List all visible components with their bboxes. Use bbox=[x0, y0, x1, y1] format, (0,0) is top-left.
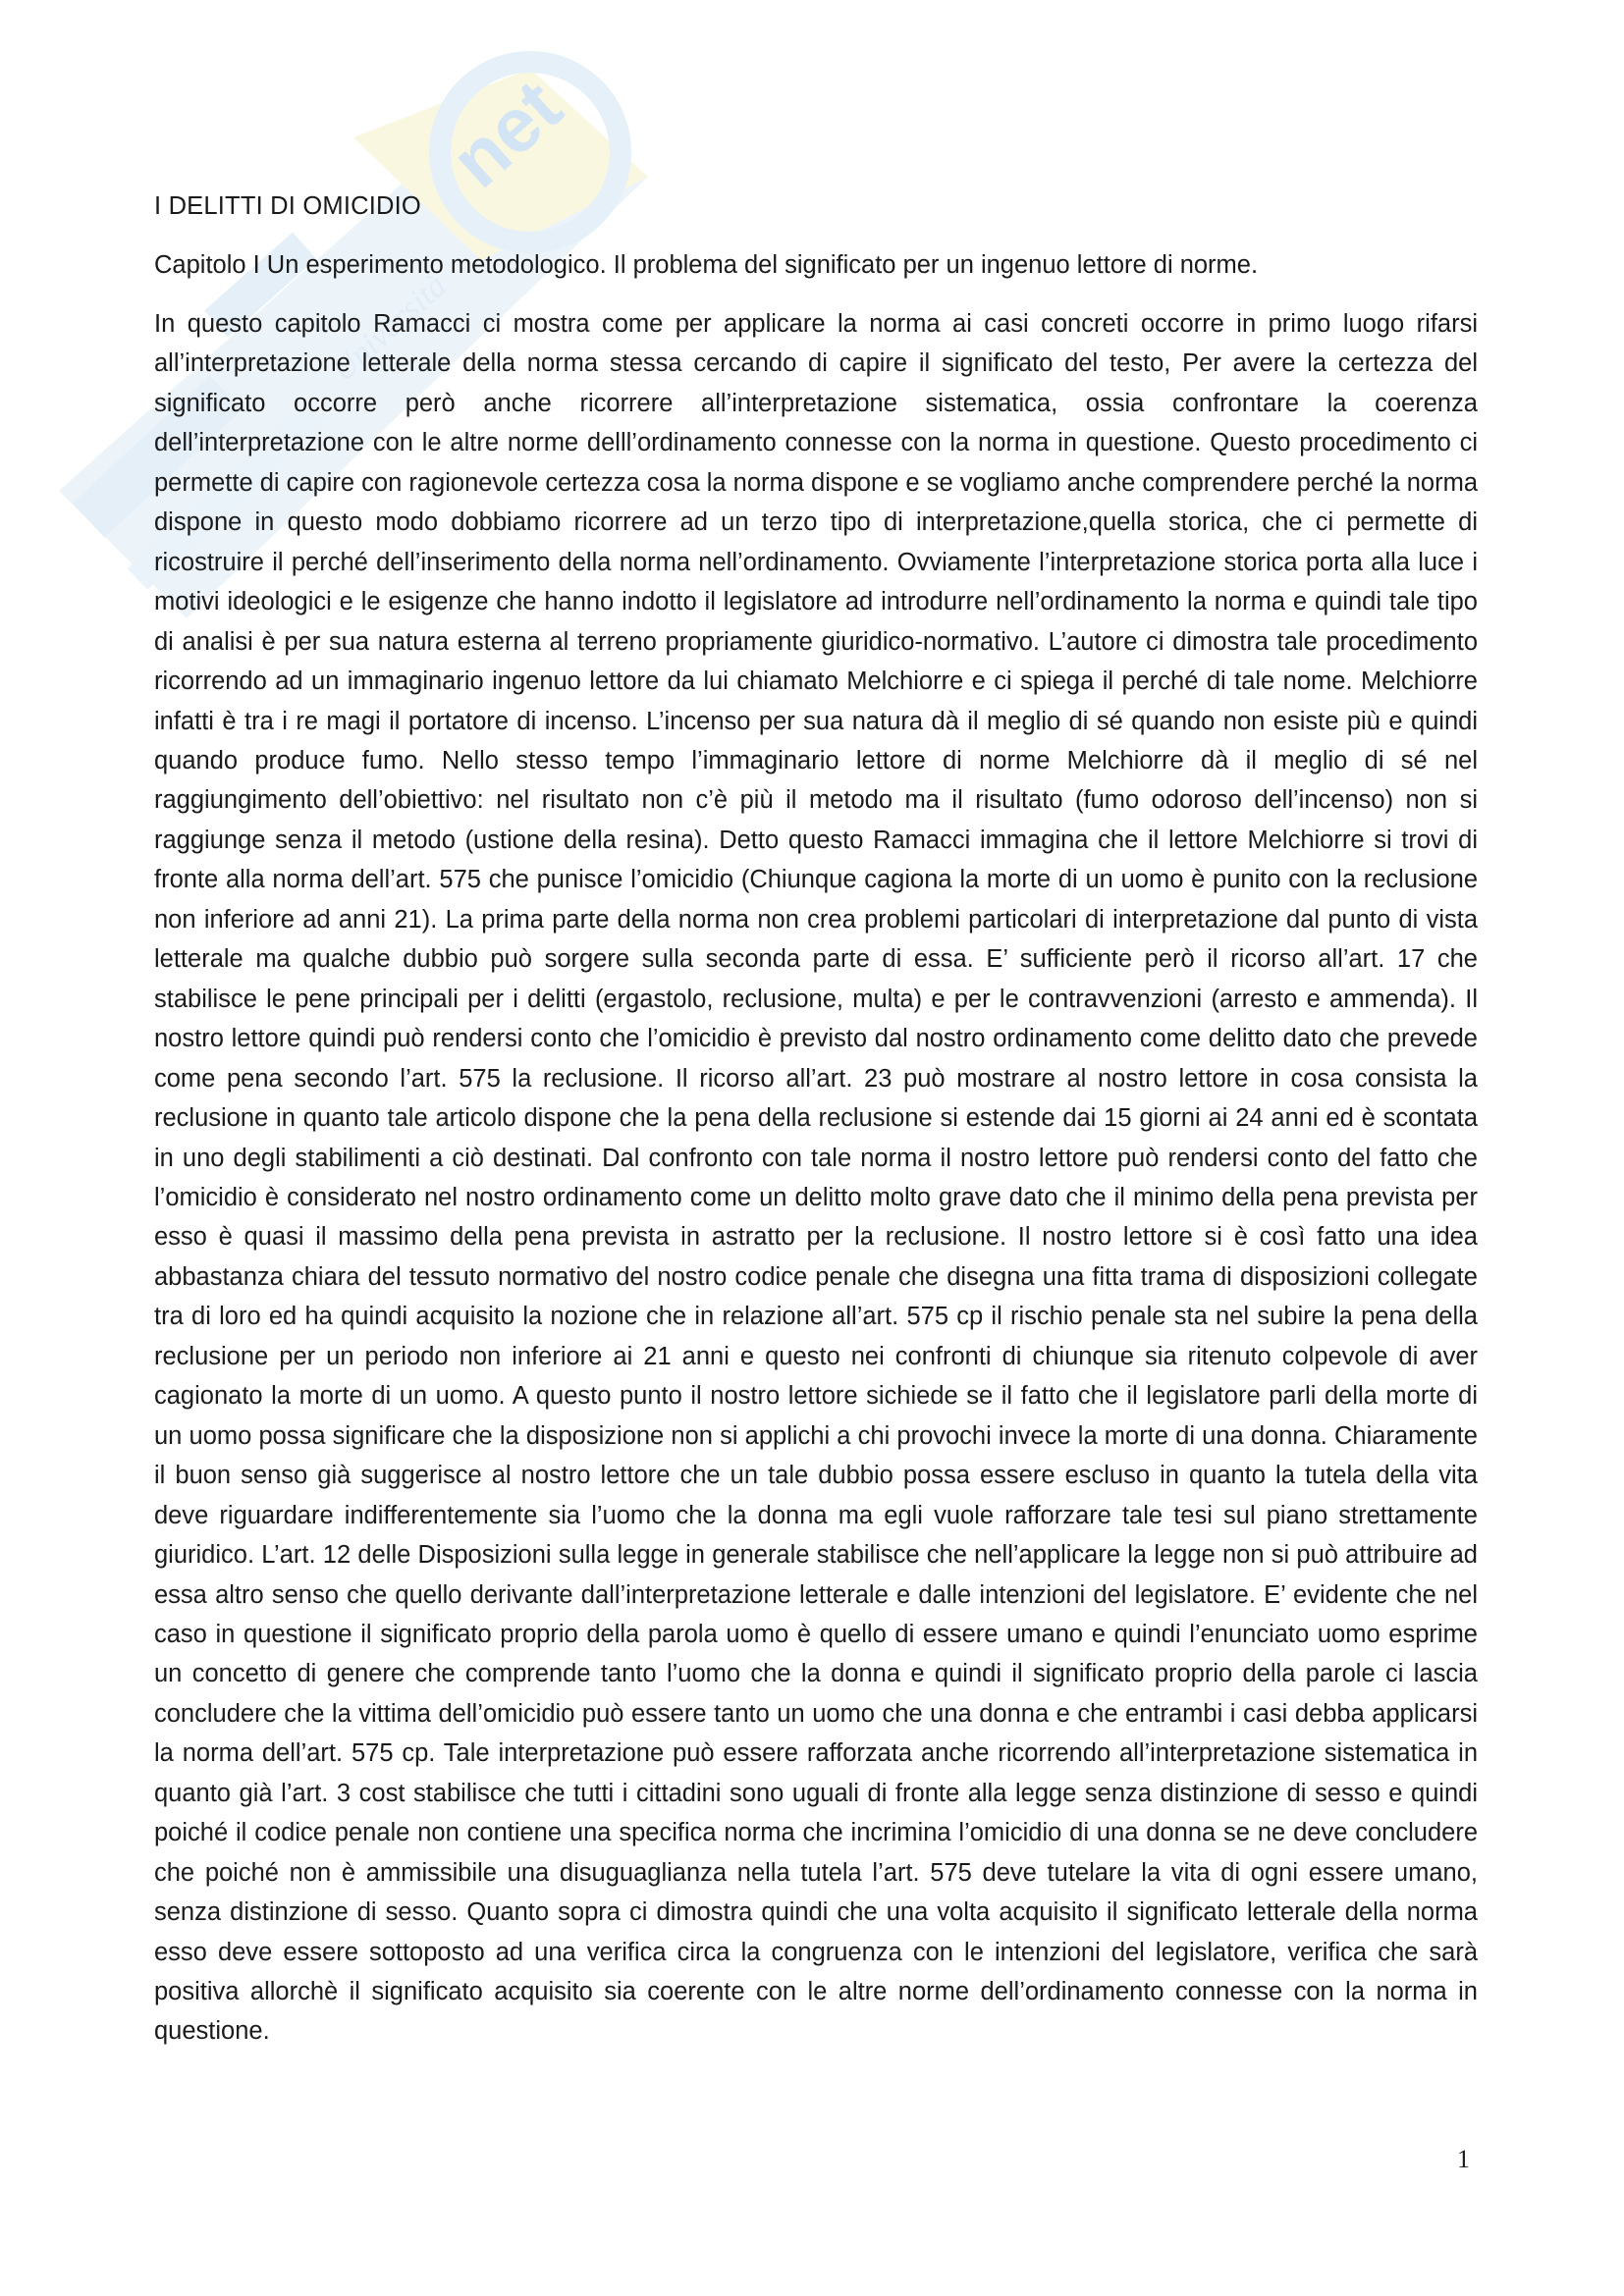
page-number: 1 bbox=[1457, 2145, 1470, 2173]
document-title: I DELITTI DI OMICIDIO bbox=[154, 192, 421, 220]
watermark-logo-text: net bbox=[434, 62, 578, 204]
body-paragraph: In questo capitolo Ramacci ci mostra come per applicare la norma ai casi concreti occorre in primo luogo rifarsi all’interpretazione letterale della norma stessa cercando di capire il significato del testo, Per avere la certezza del significato occorre però anche ricorrere all’interpretazione sistematica, ossia confrontare la coerenza dell’interpretazione con le altre norme delll’ordinamento connesse con la norma in questione. Questo procedimento ci permette di capire con ragionevole certezza cosa la norma dispone e se vogliamo anche comprendere perché la norma dispone in questo modo dobbiamo ricorrere ad un terzo tipo di interpretazione,quella storica, che ci permette di ricostruire il perché dell’inserimento della norma nell’ordinamento. Ovviamente l’interpretazione storica porta alla luce i motivi ideologici e le esigenze che hanno indotto il legislatore ad introdurre nell’ordinamento la norma e quindi tale tipo di analisi è per sua natura esterna al terreno propriamente giuridico-normativo. L’autore ci dimostra tale procedimento ricorrendo ad un immaginario ingenuo lettore da lui chiamato Melchiorre e ci spiega il perché di tale nome. Melchiorre infatti è tra i re magi il portatore di incenso. L’incenso per sua natura dà il meglio di sé quando non esiste più e quindi quando produce fumo. Nello stesso tempo l’immaginario lettore di norme Melchiorre dà il meglio di sé nel raggiungimento dell’obiettivo: nel risultato non c’è più il metodo ma il risultato (fumo odoroso dell’incenso) non si raggiunge senza il metodo (ustione della resina). Detto questo Ramacci immagina che il lettore Melchiorre si trovi di fronte alla norma dell’art. 575 che punisce l’omicidio (Chiunque cagiona la morte di un uomo è punito con la reclusione non inferiore ad anni 21). La prima parte della norma non crea problemi particolari di interpretazione dal punto di vista letterale ma qualche dubbio può sorgere sulla seconda parte di essa. E’ sufficiente però il ricorso all’art. 17 che stabilisce le pene principali per i delitti (ergastolo, reclusione, multa) e per le contravvenzioni (arresto e ammenda). Il nostro lettore quindi può rendersi conto che l’omicidio è previsto dal nostro ordinamento come delitto dato che prevede come pena secondo l’art. 575 la reclusione. Il ricorso all’art. 23 può mostrare al nostro lettore in cosa consista la reclusione in quanto tale articolo dispone che la pena della reclusione si estende dai 15 giorni ai 24 anni ed è scontata in uno degli stabilimenti a ciò destinati. Dal confronto con tale norma il nostro lettore può rendersi conto del fatto che l’omicidio è considerato nel nostro ordinamento come un delitto molto grave dato che il minimo della pena prevista per esso è quasi il massimo della pena prevista in astratto per la reclusione. Il nostro lettore si è così fatto una idea abbastanza chiara del tessuto normativo del nostro codice penale che disegna una fitta trama di disposizioni collegate tra di loro ed ha quindi acquisito la nozione che in relazione all’art. 575 cp il rischio penale sta nel subire la pena della reclusione per un periodo non inferiore ai 21 anni e questo nei confronti di chiunque sia ritenuto colpevole di aver cagionato la morte di un uomo. A questo punto il nostro lettore sichiede se il fatto che il legislatore parli della morte di un uomo possa significare che la disposizione non si applichi a chi provochi invece la morte di una donna. Chiaramente il buon senso già suggerisce al nostro lettore che un tale dubbio possa essere escluso in quanto la tutela della vita deve riguardare indifferentemente sia l’uomo che la donna ma egli vuole rafforzare tale tesi sul piano strettamente giuridico. L’art. 12 delle Disposizioni sulla legge in generale stabilisce che nell’applicare la legge non si può attribuire ad essa altro senso che quello derivante dall’interpretazione letterale e dalle intenzioni del legislatore. E’ evidente che nel caso in questione il significato proprio della parola uomo è quello di essere umano e quindi l’enunciato uomo esprime un concetto di genere che comprende tanto l’uomo che la donna e quindi il significato proprio della parole ci lascia concludere che la vittima dell’omicidio può essere tanto un uomo che una donna e che entrambi i casi debba applicarsi la norma dell’art. 575 cp. Tale interpretazione può essere rafforzata anche ricorrendo all’interpretazione sistematica in quanto già l’art. 3 cost stabilisce che tutti i cittadini sono uguali di fronte alla legge senza distinzione di sesso e quindi poiché il codice penale non contiene una specifica norma che incrimina l’omicidio di una donna se ne deve concludere che poiché non è ammissibile una disuguaglianza nella tutela l’art. 575 deve tutelare la vita di ogni essere umano, senza distinzione di sesso. Quanto sopra ci dimostra quindi che una volta acquisito il significato letterale della norma esso deve essere sottoposto ad una verifica circa la congruenza con le intenzioni del legislatore, verifica che sarà positiva allorchè il significato acquisito sia coerente con le altre norme dell’ordinamento connesse con la norma in questione. bbox=[154, 310, 1479, 2046]
document-content bbox=[154, 187, 1478, 2052]
chapter-heading: Capitolo I Un esperimento metodologico. Il problema del significato per un ingenuo lettore di norme. bbox=[154, 251, 1259, 279]
watermark-script-text: Università bbox=[324, 267, 455, 389]
